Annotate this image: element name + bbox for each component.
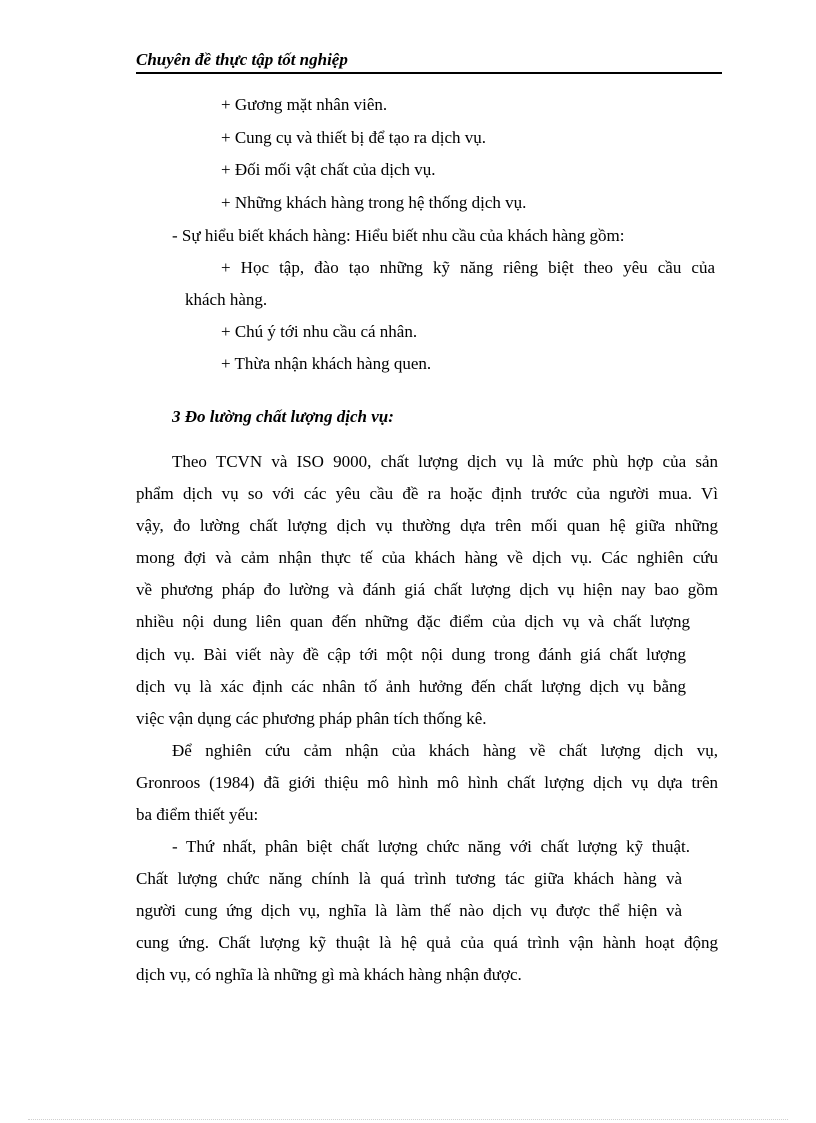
paragraph-line: người cung ứng dịch vụ, nghĩa là làm thế nào dịch vụ được thể hiện và — [136, 901, 682, 920]
page-header — [136, 48, 722, 74]
paragraph-line: dịch vụ, có nghĩa là những gì mà khách hàng nhận được. — [136, 965, 522, 984]
list-item: + Những khách hàng trong hệ thống dịch vụ. — [221, 193, 527, 212]
list-item: + Cung cụ và thiết bị để tạo ra dịch vụ. — [221, 128, 486, 147]
paragraph-line: ba điểm thiết yếu: — [136, 805, 259, 824]
list-item: + Học tập, đào tạo những kỹ năng riêng biệt theo yêu cầu của — [221, 258, 715, 277]
header-title: Chuyên đề thực tập tốt nghiệp — [136, 50, 348, 69]
paragraph-line: phẩm dịch vụ so với các yêu cầu đề ra hoặc định trước của người mua. Vì — [136, 484, 718, 503]
list-item-continuation: khách hàng. — [185, 290, 268, 309]
paragraph-line: Gronroos (1984) đã giới thiệu mô hình mô hình chất lượng dịch vụ dựa trên — [136, 773, 718, 792]
section-heading: 3 Đo lường chất lượng dịch vụ: — [172, 407, 394, 426]
paragraph-line: Để nghiên cứu cảm nhận của khách hàng về chất lượng dịch vụ, — [172, 741, 718, 760]
paragraph-line: Theo TCVN và ISO 9000, chất lượng dịch vụ là mức phù hợp của sản — [172, 452, 718, 471]
list-item: + Đối mối vật chất của dịch vụ. — [221, 160, 436, 179]
understanding-intro: - Sự hiểu biết khách hàng: Hiểu biết nhu cầu của khách hàng gồm: — [172, 226, 625, 245]
paragraph-line: về phương pháp đo lường và đánh giá chất lượng dịch vụ hiện nay bao gồm — [136, 580, 718, 599]
paragraph-line: dịch vụ là xác định các nhân tố ảnh hưởng đến chất lượng dịch vụ bằng — [136, 677, 686, 696]
paragraph-line: nhiều nội dung liên quan đến những đặc điểm của dịch vụ và chất lượng — [136, 612, 690, 631]
paragraph-line: mong đợi và cảm nhận thực tế của khách hàng về dịch vụ. Các nghiên cứu — [136, 548, 718, 567]
footer-divider — [28, 1119, 788, 1120]
paragraph-line: Chất lượng chức năng chính là quá trình tương tác giữa khách hàng và — [136, 869, 682, 888]
paragraph-line: dịch vụ. Bài viết này đề cập tới một nội dung trong đánh giá chất lượng — [136, 645, 686, 664]
list-item: + Gương mặt nhân viên. — [221, 95, 388, 114]
paragraph-line: vậy, đo lường chất lượng dịch vụ thường dựa trên mối quan hệ giữa những — [136, 516, 718, 535]
paragraph-line: cung ứng. Chất lượng kỹ thuật là hệ quả của quá trình vận hành hoạt động — [136, 933, 718, 952]
paragraph-line: - Thứ nhất, phân biệt chất lượng chức năng với chất lượng kỹ thuật. — [172, 837, 690, 856]
paragraph-line: việc vận dụng các phương pháp phân tích thống kê. — [136, 709, 487, 728]
list-item: + Thừa nhận khách hàng quen. — [221, 354, 432, 373]
list-item: + Chú ý tới nhu cầu cá nhân. — [221, 322, 418, 341]
